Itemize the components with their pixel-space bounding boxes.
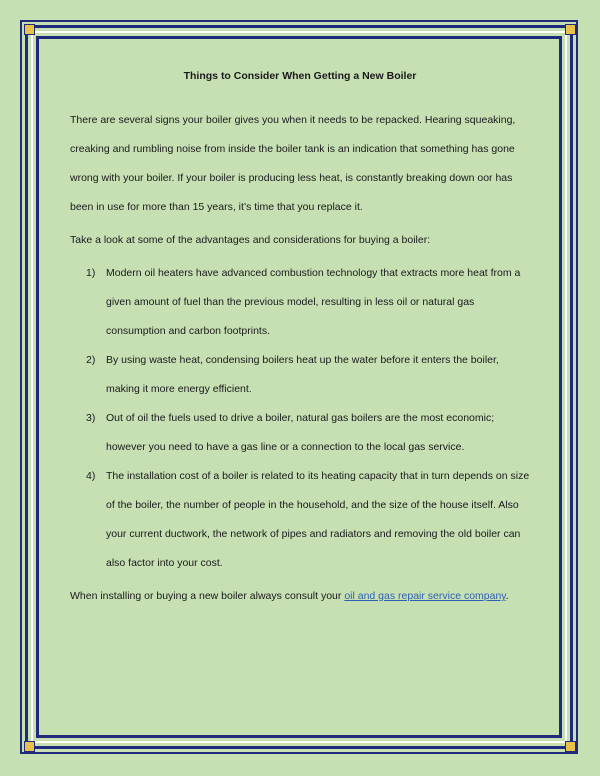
document-body [70, 66, 530, 615]
corner-ornament-bottom-left [24, 741, 35, 752]
list-item-number: 2) [86, 354, 96, 366]
list-item-text: The installation cost of a boiler is related to its heating capacity that in turn depends on size of the boiler, the number of people in the household, and the size of the house itself. Also your current ductwork, the network of pipes and radiators and removing the old boiler can also factor into your cost. [106, 470, 530, 569]
corner-ornament-top-right [565, 24, 576, 35]
intro-paragraph: There are several signs your boiler gives you when it needs to be repacked. Hearing squeaking, creaking and rumbling noise from inside the boiler tank is an indication that something has gone wrong with your boiler. If your boiler is producing less heat, is constantly breaking down oor has been in use for more than 15 years, it’s time that you replace it. [70, 114, 516, 213]
lead-paragraph: Take a look at some of the advantages and considerations for buying a boiler: [70, 234, 431, 246]
list-item [70, 346, 530, 404]
document-title: Things to Consider When Getting a New Boiler [183, 70, 417, 82]
list-item-text: By using waste heat, condensing boilers heat up the water before it enters the boiler, making it more energy efficient. [106, 354, 499, 395]
list-item-text: Modern oil heaters have advanced combustion technology that extracts more heat from a given amount of fuel than the previous model, resulting in less oil or natural gas consumption and carbon footprints. [106, 267, 521, 337]
closing-text: When installing or buying a new boiler always consult your [70, 590, 342, 602]
advantages-list [70, 259, 530, 578]
list-item [70, 259, 530, 346]
corner-ornament-top-left [24, 24, 35, 35]
repair-service-link[interactable]: oil and gas repair service company [344, 590, 506, 602]
closing-period: . [505, 590, 509, 602]
list-item [70, 404, 530, 462]
list-item-text: Out of oil the fuels used to drive a boiler, natural gas boilers are the most economic; however you need to have a gas line or a connection to the local gas service. [106, 412, 495, 453]
closing-paragraph [70, 582, 530, 611]
list-item [70, 462, 530, 578]
corner-ornament-bottom-right [565, 741, 576, 752]
list-item-number: 1) [86, 267, 96, 279]
list-item-number: 4) [86, 470, 96, 482]
list-item-number: 3) [86, 412, 96, 424]
